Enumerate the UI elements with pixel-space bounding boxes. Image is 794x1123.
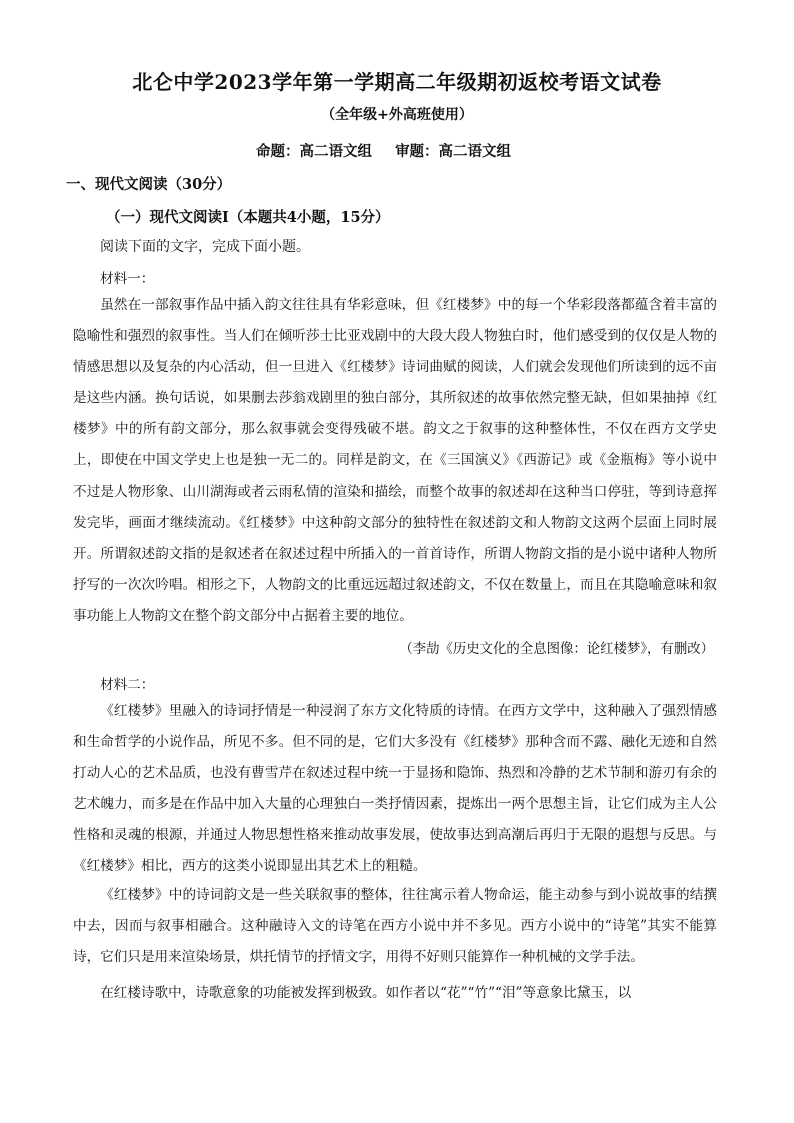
subsection-heading: （一）现代文阅读Ⅰ（本题共4小题，15分） (106, 209, 390, 226)
material1-citation: （李劼《历史文化的全息图像：论红楼梦》，有删改） (399, 642, 714, 657)
exam-title: 北仑中学2023学年第一学期高二年级期初返校考语文试卷 (132, 70, 662, 94)
material2-label: 材料二： (100, 677, 155, 693)
material2-paragraph: 《红楼梦》里融入的诗词抒情是一种浸润了东方文化特质的诗情。在西方文学中，这种融入了强烈情感和生命哲学的小说作品，所见不多。但不同的是，它们大多没有《红楼梦》那种含而不露、融化无迹和自然打动人心的艺术品质，也没有曹雪芹在叙述过程中统一于显扬和隐饰、热烈和冷静的艺术节制和游刃有余的艺术魄力，而多是在作品中加入大量的心理独白一类抒情因素，提炼出一两个思想主旨，让它们成为主人公性格和灵魂的根源，并通过人物思想性格来推动故事发展，使故事达到高潮后再归于无限的遐想与反思。与《红楼梦》相比，西方的这类小说即显出其艺术上的粗糙。 (73, 703, 717, 875)
material2-paragraph: 在红楼诗歌中，诗歌意象的功能被发挥到极致。如作者以“花”“竹”“泪”等意象比黛玉，以 (100, 985, 632, 1001)
section-heading: 一、现代文阅读（30分） (66, 176, 232, 193)
proposer-label: 命题：高二语文组 (256, 143, 372, 160)
material2-paragraph: 《红楼梦》中的诗词韵文是一些关联叙事的整体，往往寓示着人物命运，能主动参与到小说故事的结撰中去，因而与叙事相融合。这种融诗入文的诗笔在西方小说中并不多见。西方小说中的“诗笔”其实不能算诗，它们只是用来渲染场景，烘托情节的抒情文字，用得不好则只能算作一种机械的文学手法。 (73, 887, 717, 966)
reviewer-label: 审题：高二语文组 (395, 143, 512, 160)
material1-paragraph: 虽然在一部叙事作品中插入韵文往往具有华彩意味，但《红楼梦》中的每一个华彩段落都蕴含着丰富的隐喻性和强烈的叙事性。当人们在倾听莎士比亚戏剧中的大段大段人物独白时，他们感受到的仅仅是人物的情感思想以及复杂的内心活动，但一旦进入《红楼梦》诗词曲赋的阅读，人们就会发现他们所读到的远不亩是这些内涵。换句话说，如果删去莎翁戏剧里的独白部分，其所叙述的故事依然完整无缺，但如果抽掉《红楼梦》中的所有韵文部分，那么叙事就会变得残破不堪。韵文之于叙事的这种整体性，不仅在西方文学史上，即使在中国文学史上也是独一无二的。同样是韵文，在《三国演义》《西游记》或《金瓶梅》等小说中不过是人物形象、山川湖海或者云雨私情的渲染和描绘，而整个故事的叙述却在这种当口停驻，等到诗意挥发完毕，画面才继续流动。《红楼梦》中这种韵文部分的独特性在叙述韵文和人物韵文这两个层面上同时展开。所谓叙述韵文指的是叙述者在叙述过程中所插入的一首首诗作，所谓人物韵文指的是小说中诸种人物所抒写的一次次吟唱。相形之下，人物韵文的比重远远超过叙述韵文，不仅在数量上，而且在其隐喻意味和叙事功能上人物韵文在整个韵文部分中占据着主要的地位。 (73, 297, 717, 624)
reading-instruction: 阅读下面的文字，完成下面小题。 (100, 239, 310, 255)
material1-label: 材料一： (100, 271, 155, 287)
exam-subtitle: （全年级+外高班使用） (321, 107, 473, 123)
authors-line (256, 140, 576, 161)
